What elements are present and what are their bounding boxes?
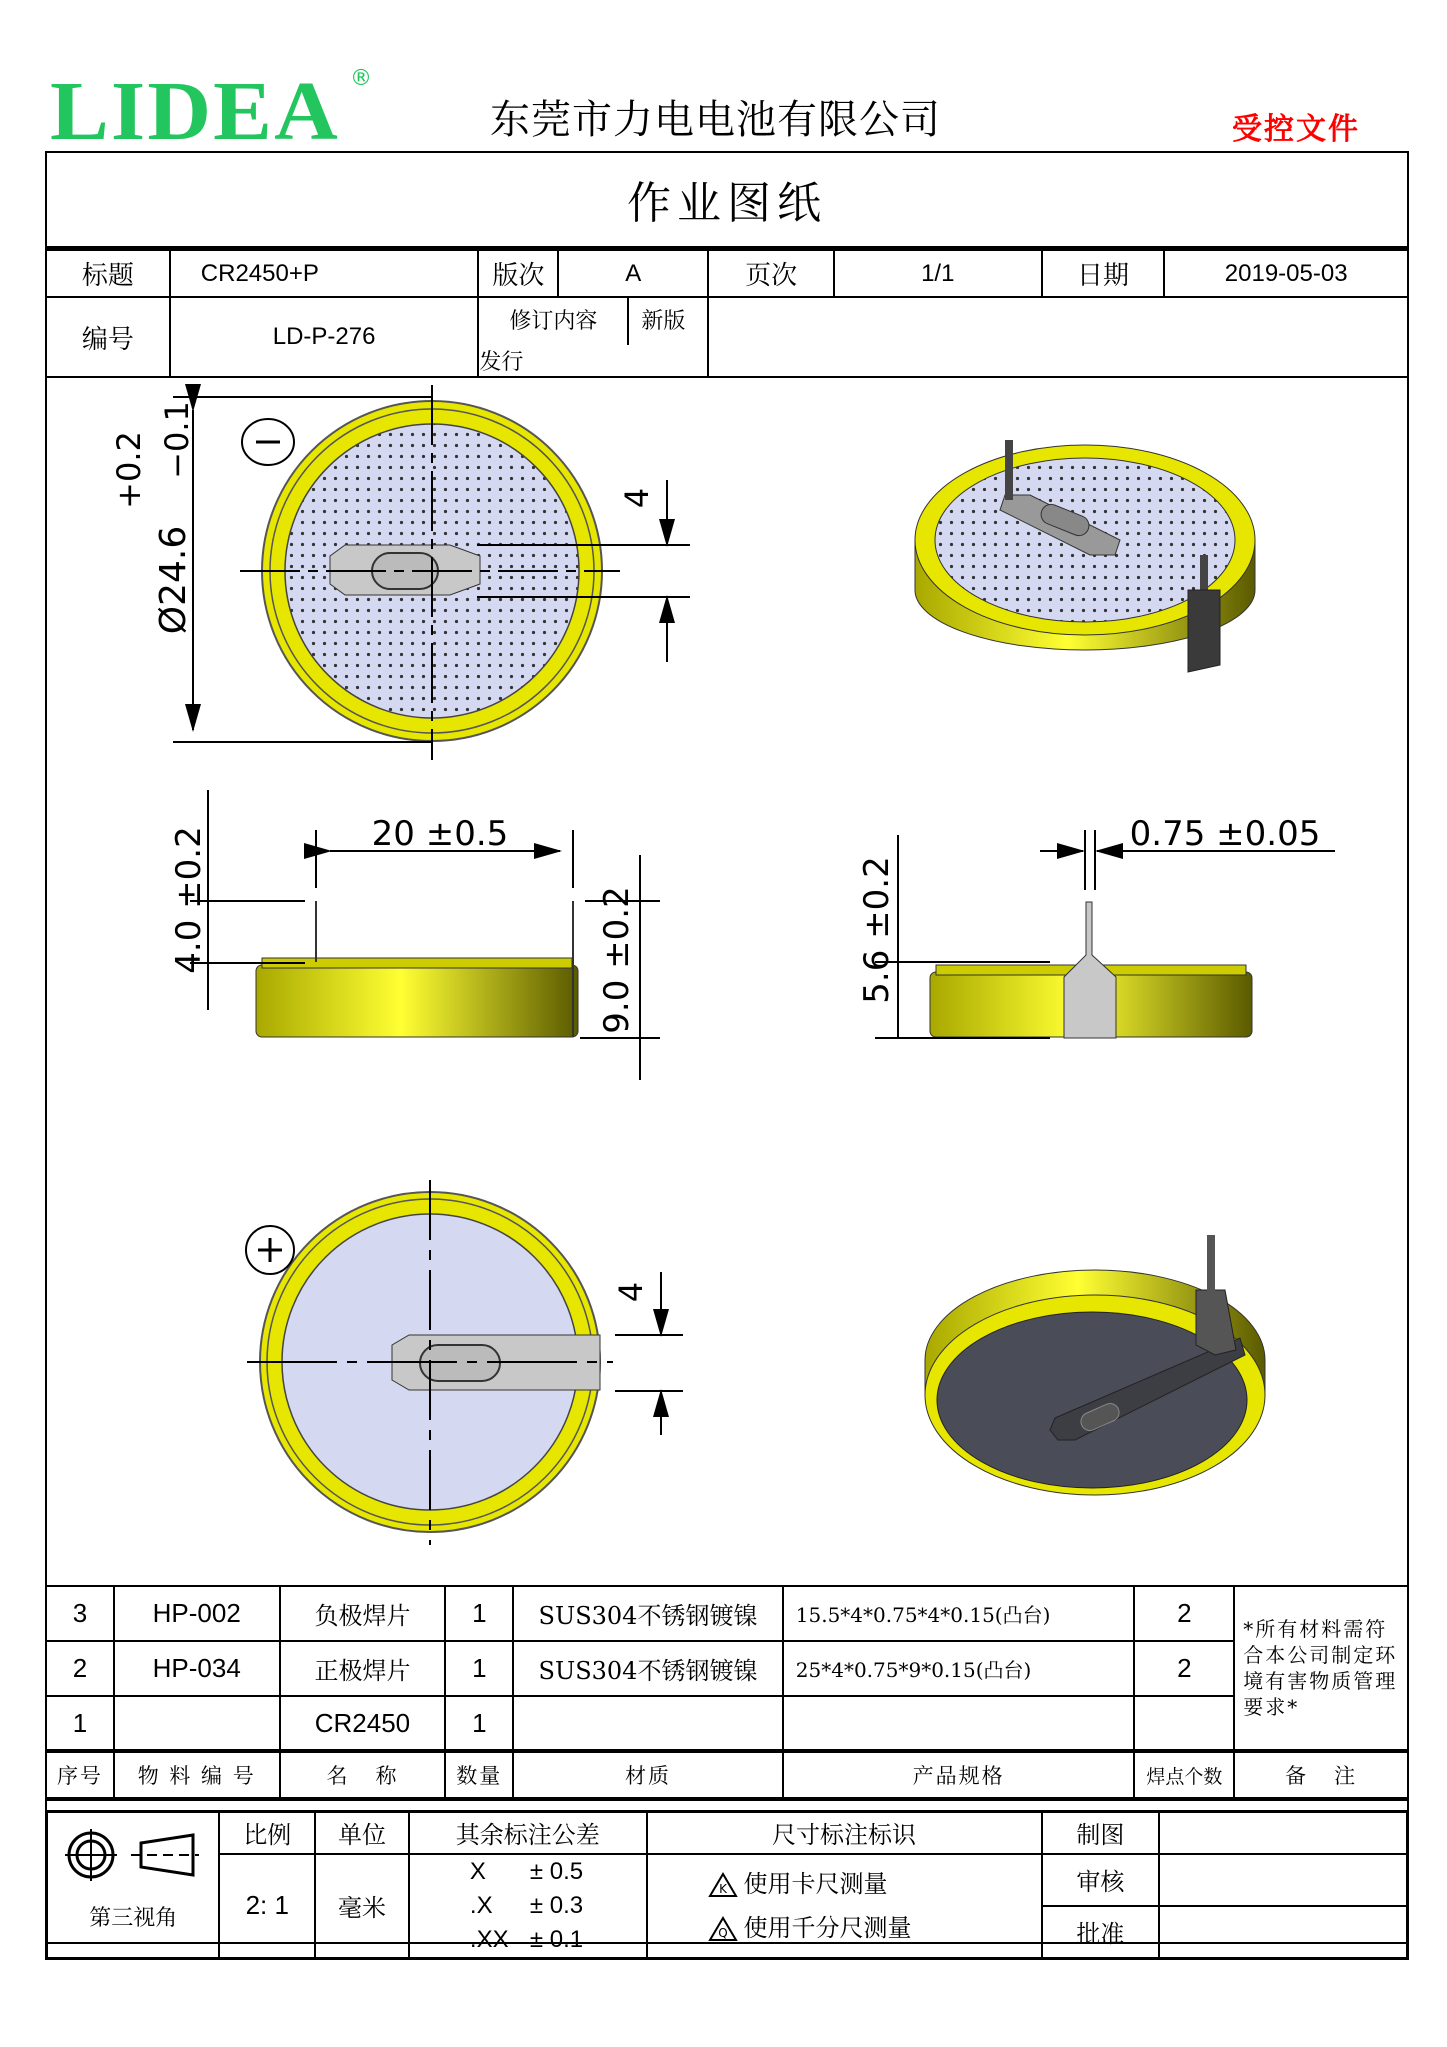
bom-welds	[1134, 1696, 1234, 1751]
number-value: LD-P-276	[170, 297, 479, 377]
scale-label: 比例	[219, 1812, 315, 1854]
bom-part: HP-034	[114, 1641, 280, 1696]
diameter-tol-minus: −0.1	[158, 401, 196, 479]
pin-spacing-dim: 20 ±0.5	[371, 814, 509, 854]
header-qty: 数量	[445, 1751, 513, 1799]
diameter-tol-plus: +0.2	[110, 431, 148, 509]
header-welds: 焊点个数	[1134, 1751, 1234, 1799]
right-height-dim: 9.0 ±0.2	[597, 886, 637, 1034]
bom-welds: 2	[1134, 1641, 1234, 1696]
micrometer-triangle-icon	[708, 1916, 738, 1942]
date-label: 日期	[1042, 250, 1165, 297]
tolerance-row: .XX ± 0.1	[469, 1925, 584, 1953]
revision-content-label: 修订内容	[479, 298, 629, 345]
bom-row	[46, 1641, 1408, 1696]
title-value: CR2450+P	[170, 250, 479, 297]
header-spec: 产品规格	[783, 1751, 1135, 1799]
bom-row	[46, 1696, 1408, 1751]
number-label: 编号	[46, 297, 170, 377]
technical-drawing	[45, 347, 1409, 1585]
company-logo: LIDEA	[50, 65, 340, 158]
iso-view-bottom	[925, 1235, 1265, 1495]
tab-width-dim: 4	[618, 487, 656, 509]
third-angle-projection-icon	[63, 1825, 203, 1885]
page-value: 1/1	[834, 250, 1042, 297]
unit-value: 毫米	[315, 1854, 409, 1959]
front-view	[169, 790, 660, 1080]
tolerance-row: .X ± 0.3	[469, 1891, 584, 1919]
bom-name: 负极焊片	[280, 1586, 446, 1641]
bom-spec	[783, 1696, 1135, 1751]
header-name: 名 称	[280, 1751, 446, 1799]
approve-label: 批准	[1042, 1906, 1160, 1958]
pin-thickness-dim: 0.75 ±0.05	[1129, 814, 1321, 854]
controlled-document-stamp: 受控文件	[1232, 112, 1360, 147]
measurement-marks	[647, 1854, 1042, 1959]
drawn-value[interactable]	[1159, 1812, 1407, 1854]
side-height-dim: 5.6 ±0.2	[857, 856, 897, 1004]
caliper-triangle-icon	[708, 1872, 738, 1898]
mark-micrometer: Q 使用千分尺测量	[708, 1906, 1041, 1950]
check-value[interactable]	[1159, 1854, 1407, 1906]
bom-qty: 1	[445, 1696, 513, 1751]
drawn-label: 制图	[1042, 1812, 1160, 1854]
approve-value[interactable]	[1159, 1906, 1407, 1958]
bom-no: 1	[46, 1696, 114, 1751]
revision-content-value: 新版发行	[479, 309, 686, 375]
title-block	[45, 1810, 1409, 1960]
bom-part: HP-002	[114, 1586, 280, 1641]
tolerance-row: X ± 0.5	[469, 1857, 584, 1885]
bom-material: SUS304不锈钢镀镍	[513, 1586, 783, 1641]
svg-text:Q: Q	[717, 1926, 728, 1940]
tolerance-list	[409, 1854, 647, 1959]
bom-header-row	[46, 1751, 1408, 1799]
date-value: 2019-05-03	[1164, 250, 1408, 297]
tolerance-label: 其余标注公差	[409, 1812, 647, 1854]
svg-text:K: K	[718, 1882, 727, 1896]
page-label: 页次	[708, 250, 834, 297]
scale-value: 2: 1	[219, 1854, 315, 1959]
bom-name: 正极焊片	[280, 1641, 446, 1696]
diameter-dim: Ø24.6	[153, 525, 194, 635]
company-name: 东莞市力电电池有限公司	[490, 97, 941, 143]
bom-material	[513, 1696, 783, 1751]
bom-qty: 1	[445, 1586, 513, 1641]
projection-cell	[47, 1812, 220, 1959]
bottom-tab-width-dim: 4	[612, 1281, 650, 1303]
title-label: 标题	[46, 250, 170, 297]
bom-material: SUS304不锈钢镀镍	[513, 1641, 783, 1696]
bom-no: 2	[46, 1641, 114, 1696]
bom-row	[46, 1586, 1408, 1641]
bom-table	[45, 1585, 1409, 1801]
bom-welds: 2	[1134, 1586, 1234, 1641]
top-view	[110, 385, 690, 760]
header-material: 材质	[513, 1751, 783, 1799]
left-height-dim: 4.0 ±0.2	[169, 826, 209, 974]
bom-name: CR2450	[280, 1696, 446, 1751]
bom-spec: 15.5*4*0.75*4*0.15(凸台)	[783, 1586, 1135, 1641]
bom-part	[114, 1696, 280, 1751]
projection-label: 第三视角	[89, 1906, 178, 1931]
header-no: 序号	[46, 1751, 114, 1799]
bom-note: *所有材料需符合本公司制定环境有害物质管理要求*	[1234, 1586, 1408, 1751]
bom-qty: 1	[445, 1641, 513, 1696]
document-title: 作业图纸	[45, 151, 1409, 249]
iso-view-top	[915, 440, 1255, 672]
revision-value: A	[558, 250, 708, 297]
header-remark: 备 注	[1234, 1751, 1408, 1799]
mark-caliper: K 使用卡尺测量	[708, 1862, 1041, 1906]
check-label: 审核	[1042, 1854, 1160, 1906]
unit-label: 单位	[315, 1812, 409, 1854]
mark-label: 尺寸标注标识	[647, 1812, 1042, 1854]
bottom-view	[246, 1180, 683, 1545]
registered-mark: ®	[350, 66, 372, 91]
revision-label: 版次	[478, 250, 558, 297]
bom-spec: 25*4*0.75*9*0.15(凸台)	[783, 1641, 1135, 1696]
bom-no: 3	[46, 1586, 114, 1641]
header-part: 物 料 编 号	[114, 1751, 280, 1799]
side-view	[857, 814, 1335, 1038]
